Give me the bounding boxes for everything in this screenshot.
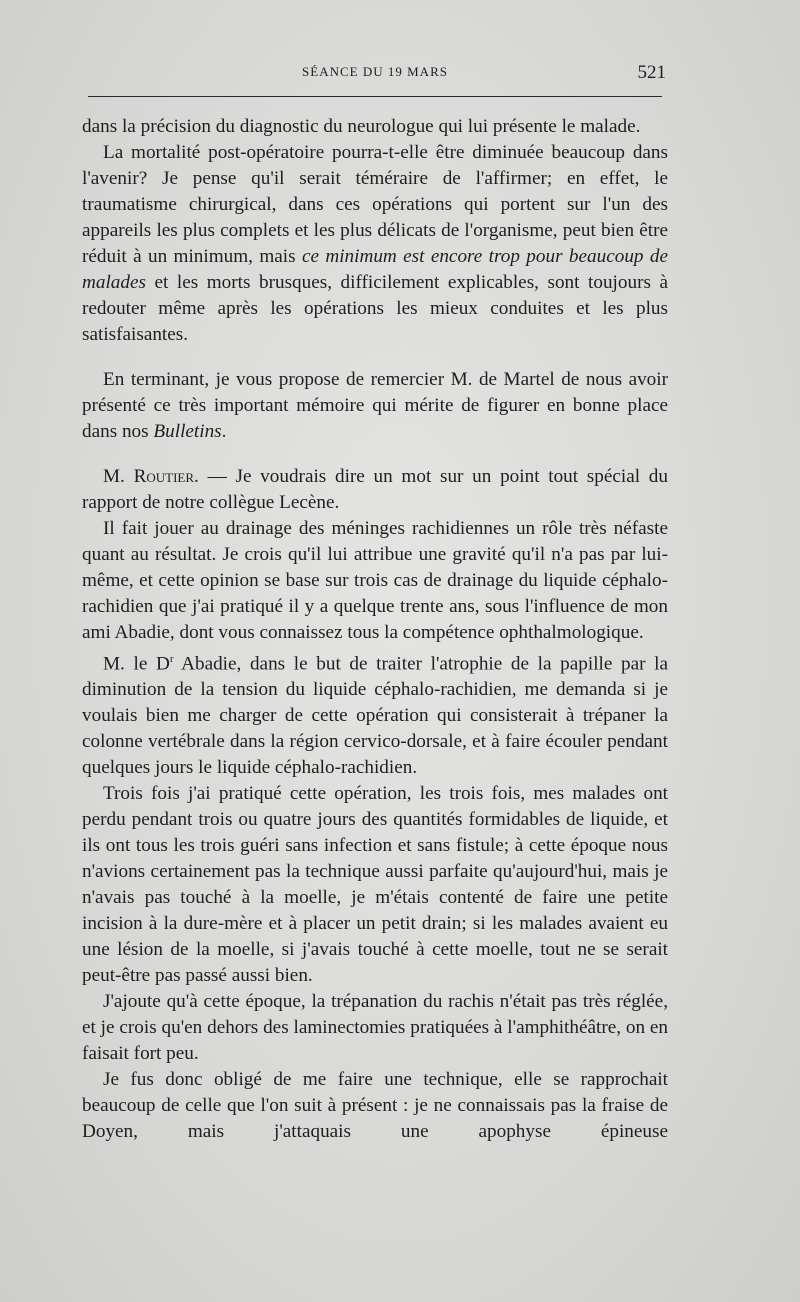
header-rule	[88, 96, 662, 97]
running-head	[82, 62, 668, 86]
paragraph-9-text: Je fus donc obligé de me faire une technique, elle se rapprochait beaucoup de celle que l'on suit à présent : je ne connaissais pas la fraise de Doyen, mais j'attaquais une apophyse épineuse	[82, 1069, 668, 1143]
page-number: 521	[637, 62, 666, 83]
paragraph-6-superscript: r	[169, 653, 174, 665]
paragraph-4	[82, 464, 668, 516]
paragraph-5	[82, 516, 668, 646]
paragraph-3-italic: Bulletins	[153, 421, 222, 442]
paragraph-8-text: J'ajoute qu'à cette époque, la trépanation du rachis n'était pas très réglée, et je crois qu'en dehors des laminectomies pratiquées à l'amphithéâtre, on en faisait fort peu.	[82, 991, 668, 1065]
paragraph-3-text-after: .	[221, 421, 227, 442]
paragraph-6	[82, 646, 668, 781]
paragraph-2	[82, 140, 668, 348]
paragraph-7-text: Trois fois j'ai pratiqué cette opération, les trois fois, mes malades ont perdu pendant trois ou quatre jours des quantités formidables de liquide, et ils ont tous les trois guéri sans infection et sans fistule; à cette époque nous n'avions certainement pas la technique aussi parfaite qu'aujourd'hui, mais je n'avais pas touché à la moelle, je m'étais contenté de faire une petite incision à la dure-mère et à placer un petit drain; si les malades avaient eu une lésion de la moelle, si j'avais touché à cette moelle, tout ne se serait peut-être pas passé aussi bien.	[82, 783, 668, 987]
paragraph-1-text: dans la précision du diagnostic du neurologue qui lui présente le malade.	[82, 116, 641, 137]
paragraph-4-text: . — Je voudrais dire un mot sur un point tout spécial du rapport de notre collègue Lecène.	[82, 466, 668, 513]
body-text	[82, 114, 668, 1145]
paragraph-2-text-after: et les morts brusques, difficilement explicables, sont toujours à redouter même après les opérations les mieux conduites et les plus satisfaisantes.	[82, 272, 668, 345]
paragraph-3-text: En terminant, je vous propose de remercier M. de Martel de nous avoir présenté ce très important mémoire qui mérite de figurer en bonne place dans nos	[82, 369, 668, 442]
speaker-name: Routier	[133, 466, 195, 487]
paragraph-7	[82, 781, 668, 989]
paragraph-6-text-before: M. le D	[103, 653, 170, 675]
paragraph-6-text: Abadie, dans le but de traiter l'atrophie de la papille par la diminution de la tension du liquide céphalo-rachidien, me demanda si je voulais bien me charger de cette opération qui consisterait à trépaner la colonne vertébrale dans la région cervico-dorsale, et à faire écouler pendant quelques jours le liquide céphalo-rachidien.	[82, 653, 668, 779]
paragraph-2-text: La mortalité post-opératoire pourra-t-elle être diminuée beaucoup dans l'avenir? Je pense qu'il serait téméraire de l'affirmer; en effet, le traumatisme chirurgical, dans ces opérations qui portent sur l'un des appareils les plus complets et les plus délicats de l'organisme, peut bien être réduit à un minimum, mais	[82, 142, 668, 267]
paragraph-8	[82, 989, 668, 1067]
paragraph-5-text: Il fait jouer au drainage des méninges rachidiennes un rôle très néfaste quant au résultat. Je crois qu'il lui attribue une gravité qu'il n'a pas par lui-même, et cette opinion se base sur trois cas de drainage du liquide céphalo-rachidien que j'ai pratiqué il y a quelque trente ans, sous l'influence de mon ami Abadie, dont vous connaissez tous la compétence ophthalmologique.	[82, 518, 668, 643]
paragraph-1	[82, 114, 668, 140]
running-title: SÉANCE DU 19 MARS	[302, 64, 448, 79]
paragraph-9	[82, 1067, 668, 1145]
paragraph-2-italic: ce minimum est encore trop pour beaucoup de malades	[82, 246, 668, 293]
speaker-prefix: M.	[103, 466, 134, 487]
paragraph-3	[82, 367, 668, 445]
